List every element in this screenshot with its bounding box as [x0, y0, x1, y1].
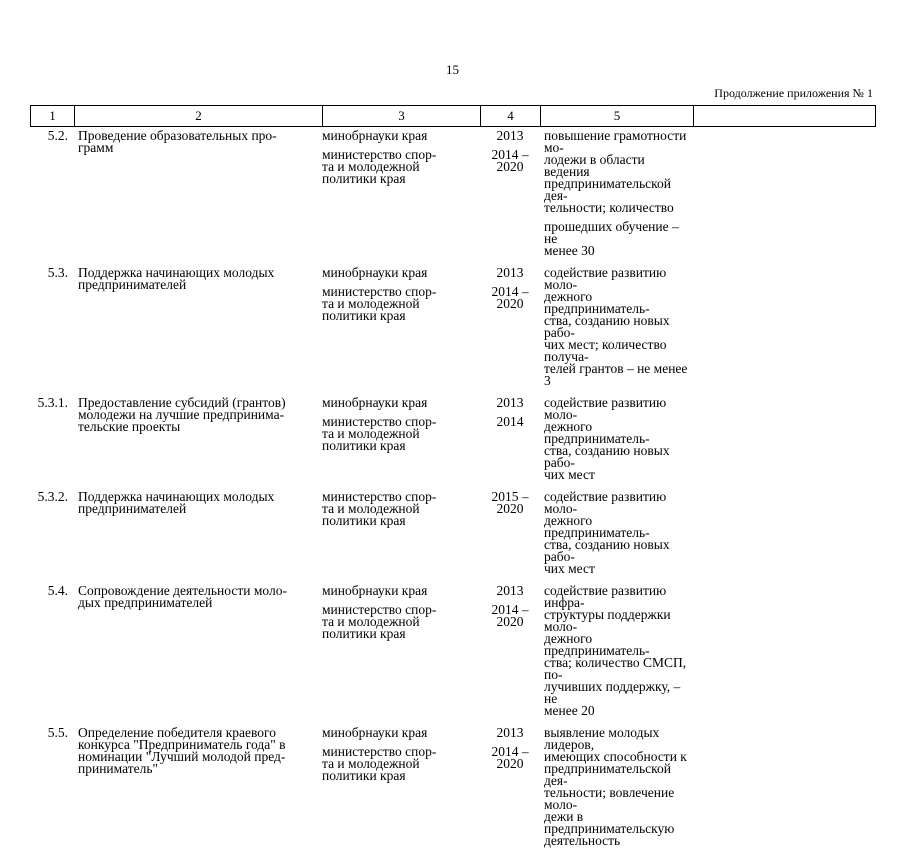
item-number: 5.3.1.	[37, 395, 68, 410]
results-cell	[540, 491, 693, 575]
executors-cell	[322, 727, 480, 847]
executors-cell	[322, 267, 480, 387]
results-cell	[540, 585, 693, 717]
empty-cell-6	[693, 267, 875, 387]
item-description: Проведение образовательных про- грамм	[78, 128, 277, 155]
executors-cell	[322, 130, 480, 257]
years-cell	[480, 130, 540, 257]
year-text: 2013	[496, 725, 524, 740]
item-number: 5.5.	[47, 725, 68, 740]
table-row	[30, 585, 875, 717]
result-text: содействие развитию моло- дежного предприниматель- ства, созданию новых рабо- чих мест; количество получа- телей грантов – не менее 3	[544, 265, 688, 388]
year-text: 2013	[496, 395, 524, 410]
results-cell	[540, 727, 693, 847]
table-row	[30, 130, 875, 257]
years-cell	[480, 491, 540, 575]
item-number: 5.4.	[47, 583, 68, 598]
item-description: Предоставление субсидий (грантов) молодежи на лучшие предпринима- тельские проекты	[78, 395, 286, 434]
year-text: 2014 – 2020	[491, 602, 529, 629]
column-header-3: 3	[323, 106, 481, 127]
executor-text: минобрнауки края	[322, 725, 428, 740]
year-text: 2013	[496, 128, 524, 143]
empty-cell-6	[693, 130, 875, 257]
executor-text: минобрнауки края	[322, 395, 428, 410]
result-text: содействие развитию моло- дежного предприниматель- ства, созданию новых рабо- чих мест	[544, 489, 670, 576]
results-cell	[540, 267, 693, 387]
table-row	[30, 727, 875, 847]
executor-text: министерство спор- та и молодежной политики края	[322, 602, 437, 641]
results-cell	[540, 130, 693, 257]
empty-cell-6	[693, 491, 875, 575]
column-header-6	[694, 106, 876, 127]
item-number: 5.3.2.	[37, 489, 68, 504]
results-cell	[540, 397, 693, 481]
item-number: 5.2.	[47, 128, 68, 143]
year-text: 2013	[496, 583, 524, 598]
continuation-label: Продолжение приложения № 1	[714, 86, 873, 100]
years-cell	[480, 585, 540, 717]
column-header-2: 2	[75, 106, 323, 127]
executor-text: министерство спор- та и молодежной политики края	[322, 744, 437, 783]
column-header-1: 1	[31, 106, 75, 127]
result-text: выявление молодых лидеров, имеющих способности к предпринимательской дея- тельности; вовлечение моло- дежи в предпринимательскую деятельность	[544, 725, 687, 848]
executor-text: министерство спор- та и молодежной политики края	[322, 489, 437, 528]
column-header-row	[31, 106, 876, 127]
empty-cell-6	[693, 397, 875, 481]
item-description: Поддержка начинающих молодых предпринимателей	[78, 265, 275, 292]
result-text: содействие развитию моло- дежного предприниматель- ства, созданию новых рабо- чих мест	[544, 395, 670, 482]
item-description: Поддержка начинающих молодых предпринимателей	[78, 489, 275, 516]
table-row	[30, 397, 875, 481]
item-number: 5.3.	[47, 265, 68, 280]
column-header-4: 4	[481, 106, 541, 127]
item-description: Определение победителя краевого конкурса "Предприниматель года" в номинации "Лучший молодой пред- приниматель"	[78, 725, 286, 776]
executors-cell	[322, 397, 480, 481]
table-body	[30, 130, 875, 857]
executor-text: минобрнауки края	[322, 128, 428, 143]
result-text: повышение грамотности мо- лодежи в области ведения предпринимательской дея- тельности; количество	[544, 128, 687, 215]
page-number: 15	[446, 62, 459, 77]
executors-cell	[322, 585, 480, 717]
year-text: 2014 – 2020	[491, 744, 529, 771]
empty-cell-6	[693, 585, 875, 717]
year-text: 2013	[496, 265, 524, 280]
executor-text: министерство спор- та и молодежной политики края	[322, 284, 437, 323]
years-cell	[480, 397, 540, 481]
empty-cell-6	[693, 727, 875, 847]
executors-cell	[322, 491, 480, 575]
years-cell	[480, 267, 540, 387]
result-text: содействие развитию инфра- структуры поддержки моло- дежного предприниматель- ства; количество СМСП, по- лучивших поддержку, – не менее 20	[544, 583, 687, 718]
table-row	[30, 267, 875, 387]
year-text: 2014	[496, 414, 524, 429]
result-text: прошедших обучение – не менее 30	[544, 219, 679, 258]
executor-text: министерство спор- та и молодежной политики края	[322, 414, 437, 453]
column-header-table	[30, 105, 876, 127]
years-cell	[480, 727, 540, 847]
table-row	[30, 491, 875, 575]
executor-text: минобрнауки края	[322, 583, 428, 598]
column-header-5: 5	[541, 106, 694, 127]
executor-text: минобрнауки края	[322, 265, 428, 280]
executor-text: министерство спор- та и молодежной политики края	[322, 147, 437, 186]
item-description: Сопровождение деятельности моло- дых предпринимателей	[78, 583, 287, 610]
year-text: 2015 – 2020	[491, 489, 529, 516]
year-text: 2014 – 2020	[491, 284, 529, 311]
year-text: 2014 – 2020	[491, 147, 529, 174]
